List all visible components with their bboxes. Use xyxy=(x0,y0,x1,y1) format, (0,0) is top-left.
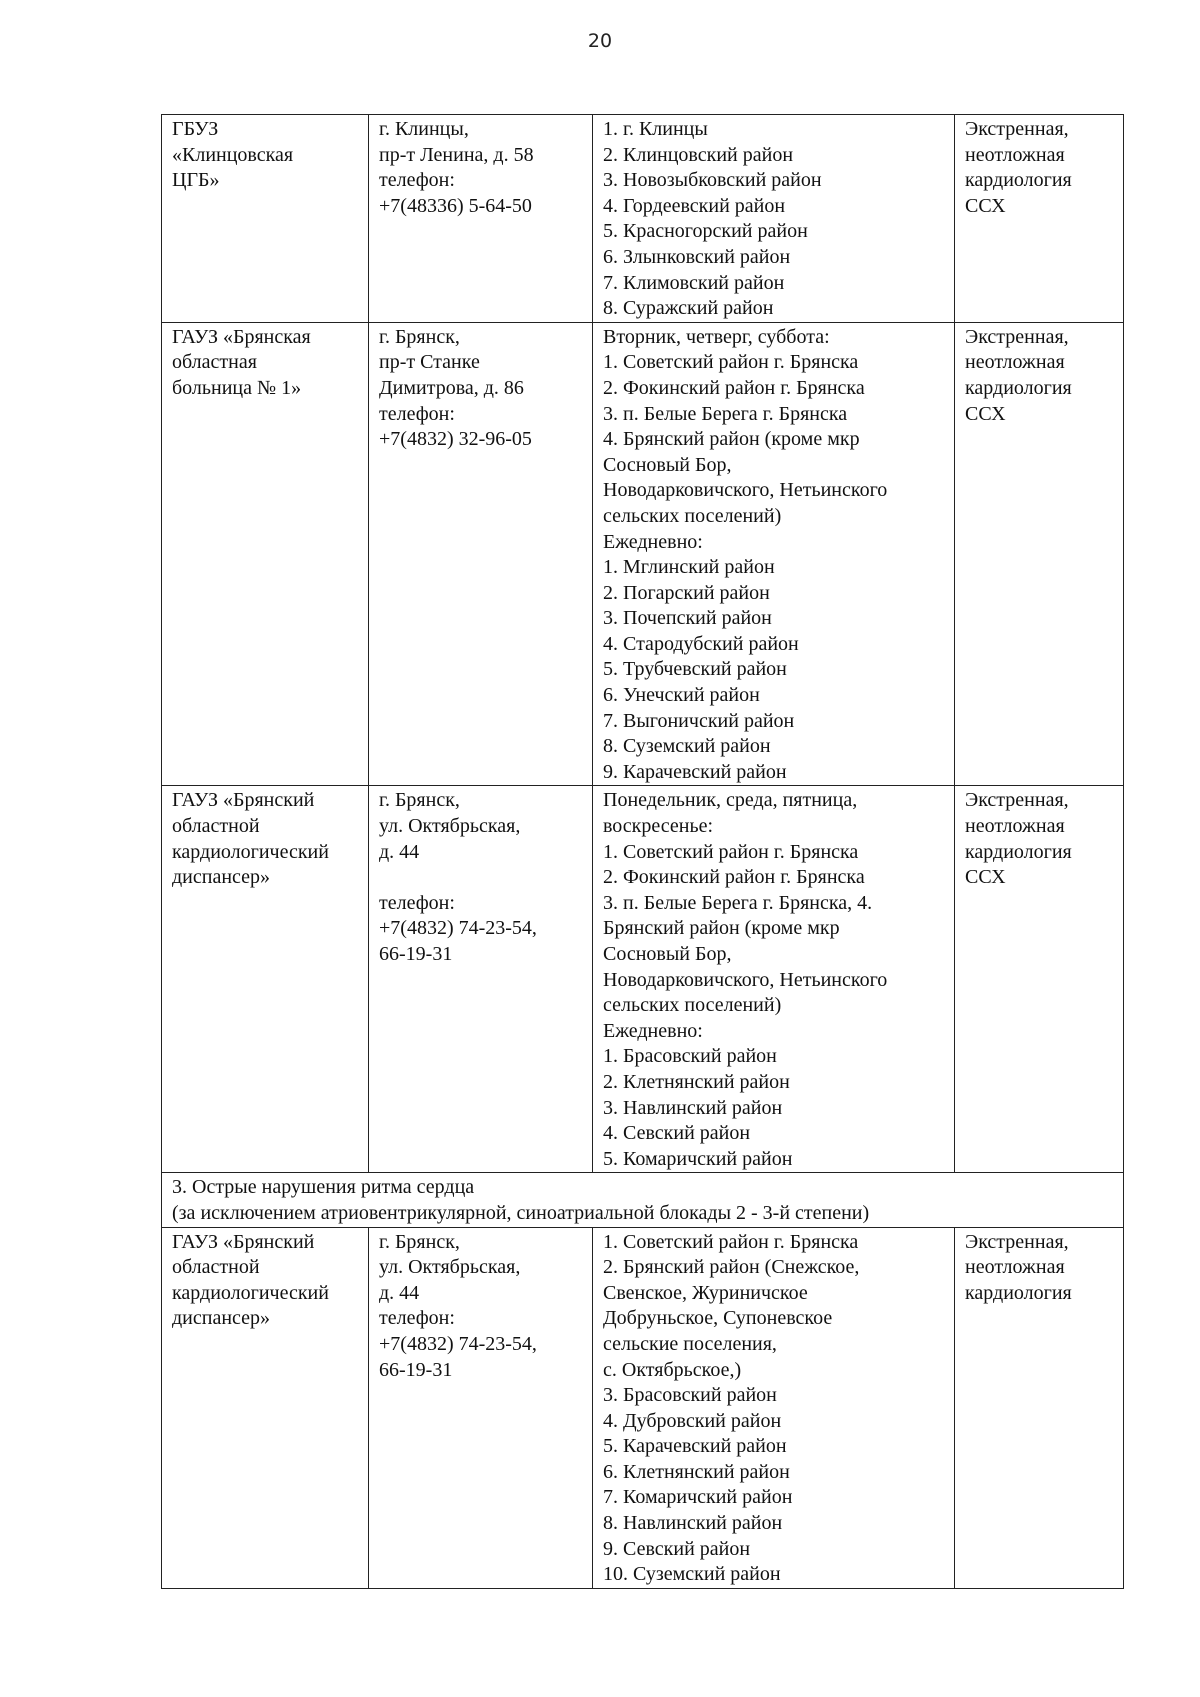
cell-line: областной xyxy=(172,1256,260,1279)
table-row xyxy=(162,1227,1124,1588)
care-type-cell xyxy=(955,1227,1124,1588)
cell-line: 2. Клетнянский район xyxy=(603,1070,790,1093)
cell-line: кардиология xyxy=(965,169,1072,192)
cell-line: 2. Фокинский район г. Брянска xyxy=(603,866,865,889)
cell-line: г. Клинцы, xyxy=(379,118,469,140)
cell-line: 3. Почепский район xyxy=(603,607,772,630)
cell-line: 3. Новозыбковский район xyxy=(603,169,822,192)
address-cell xyxy=(369,322,593,786)
address-cell xyxy=(369,1227,593,1588)
cell-line xyxy=(379,865,586,891)
cell-line: Добруньское, Супоневское xyxy=(603,1307,833,1330)
cell-line: 8. Суземский район xyxy=(603,735,771,758)
cell-line: 4. Севский район xyxy=(603,1122,751,1145)
cell-line: неотложная xyxy=(965,143,1065,166)
section-heading xyxy=(162,1173,1124,1227)
cell-line: 8. Навлинский район xyxy=(603,1512,783,1535)
cell-line: 4. Брянский район (кроме мкр xyxy=(603,428,860,451)
cell-line: Новодарковичского, Нетьинского xyxy=(603,968,888,991)
cell-line: +7(4832) 74-23-54, xyxy=(379,917,537,940)
address-cell xyxy=(369,115,593,323)
cell-line: Экстренная, xyxy=(965,789,1069,812)
cell-line: 6. Унечский район xyxy=(603,684,760,707)
care-type-cell xyxy=(955,786,1124,1173)
cell-line: 5. Карачевский район xyxy=(603,1435,787,1458)
cell-line: телефон: xyxy=(379,169,455,192)
cell-line: ГАУЗ «Брянский xyxy=(172,1230,315,1253)
cell-line: +7(4832) 32-96-05 xyxy=(379,428,532,451)
table-row xyxy=(162,115,1124,323)
cell-line: +7(48336) 5-64-50 xyxy=(379,194,532,217)
cell-line: телефон: xyxy=(379,1307,455,1330)
cell-line: 1. Мглинский район xyxy=(603,556,775,579)
cell-line: д. 44 xyxy=(379,840,420,863)
cell-line: 5. Красногорский район xyxy=(603,220,808,243)
cell-line: диспансер» xyxy=(172,1307,271,1330)
routing-table xyxy=(161,114,1124,1589)
cell-line: ул. Октябрьская, xyxy=(379,1256,521,1279)
cell-line: 1. Брасовский район xyxy=(603,1045,777,1068)
cell-line: телефон: xyxy=(379,891,455,914)
cell-line: с. Октябрьское,) xyxy=(603,1358,742,1381)
cell-line: кардиологический xyxy=(172,1281,329,1304)
cell-line: сельских поселений) xyxy=(603,994,782,1017)
cell-line: Сосновый Бор, xyxy=(603,943,732,965)
care-type-cell xyxy=(955,322,1124,786)
cell-line: областной xyxy=(172,815,260,838)
cell-line: 2. Клинцовский район xyxy=(603,143,794,166)
cell-line: 3. Навлинский район xyxy=(603,1096,783,1119)
cell-line: Сосновый Бор, xyxy=(603,453,732,476)
service-areas-cell xyxy=(593,322,955,786)
cell-line: 66-19-31 xyxy=(379,943,453,965)
cell-line: 2. Фокинский район г. Брянска xyxy=(603,376,865,399)
service-areas-cell xyxy=(593,1227,955,1588)
cell-line: 7. Климовский район xyxy=(603,271,785,294)
cell-line: 7. Комаричский район xyxy=(603,1486,793,1509)
section-heading-line: (за исключением атриовентрикулярной, синоатриальной блокады 2 - 3-й степени) xyxy=(172,1201,870,1224)
cell-line: воскресенье: xyxy=(603,815,714,838)
cell-line: Вторник, четверг, суббота: xyxy=(603,325,830,348)
cell-line: кардиологический xyxy=(172,840,329,863)
cell-line: 1. г. Клинцы xyxy=(603,118,708,140)
cell-line: 6. Клетнянский район xyxy=(603,1460,790,1483)
section-heading-row xyxy=(162,1173,1124,1227)
cell-line: 9. Севский район xyxy=(603,1537,751,1560)
cell-line: г. Брянск, xyxy=(379,325,460,348)
cell-line: 1. Советский район г. Брянска xyxy=(603,1230,859,1253)
cell-line: Экстренная, xyxy=(965,1230,1069,1253)
cell-line: 3. п. Белые Берега г. Брянска, 4. xyxy=(603,891,873,914)
cell-line: сельские поселения, xyxy=(603,1332,777,1355)
cell-line: пр-т Станке xyxy=(379,351,480,374)
service-areas-cell xyxy=(593,115,955,323)
cell-line: Экстренная, xyxy=(965,325,1069,348)
cell-line: 1. Советский район г. Брянска xyxy=(603,840,859,863)
cell-line: ССХ xyxy=(965,194,1006,217)
cell-line: 2. Брянский район (Снежское, xyxy=(603,1256,860,1279)
cell-line: неотложная xyxy=(965,1256,1065,1279)
cell-line: 1. Советский район г. Брянска xyxy=(603,351,859,374)
cell-line: диспансер» xyxy=(172,866,271,889)
cell-line: г. Брянск, xyxy=(379,789,460,812)
cell-line: 7. Выгоничский район xyxy=(603,709,795,732)
organization-cell xyxy=(162,786,369,1173)
cell-line: 4. Стародубский район xyxy=(603,632,799,655)
table-row xyxy=(162,322,1124,786)
cell-line: 3. Брасовский район xyxy=(603,1384,777,1407)
cell-line: Свенское, Журиничское xyxy=(603,1281,808,1304)
cell-line: д. 44 xyxy=(379,1281,420,1304)
cell-line: кардиология xyxy=(965,1281,1072,1304)
cell-line: Понедельник, среда, пятница, xyxy=(603,789,858,812)
cell-line: Димитрова, д. 86 xyxy=(379,376,524,399)
cell-line: больница № 1» xyxy=(172,376,302,399)
cell-line: ЦГБ» xyxy=(172,169,220,192)
cell-line: неотложная xyxy=(965,351,1065,374)
organization-cell xyxy=(162,322,369,786)
cell-line: пр-т Ленина, д. 58 xyxy=(379,143,534,166)
cell-line: г. Брянск, xyxy=(379,1230,460,1253)
cell-line: Брянский район (кроме мкр xyxy=(603,917,840,940)
cell-line: 8. Суражский район xyxy=(603,297,774,320)
cell-line: 66-19-31 xyxy=(379,1358,453,1381)
cell-line: «Клинцовская xyxy=(172,143,294,166)
cell-line: ССХ xyxy=(965,402,1006,425)
service-areas-cell xyxy=(593,786,955,1173)
cell-line: ул. Октябрьская, xyxy=(379,815,521,838)
cell-line: 3. п. Белые Берега г. Брянска xyxy=(603,402,848,425)
cell-line: Ежедневно: xyxy=(603,530,703,553)
cell-line: 2. Погарский район xyxy=(603,581,770,604)
cell-line: кардиология xyxy=(965,840,1072,863)
organization-cell xyxy=(162,115,369,323)
cell-line: Новодарковичского, Нетьинского xyxy=(603,479,888,502)
address-cell xyxy=(369,786,593,1173)
cell-line: ГАУЗ «Брянская xyxy=(172,325,311,348)
cell-line: 10. Суземский район xyxy=(603,1563,781,1586)
organization-cell xyxy=(162,1227,369,1588)
cell-line: телефон: xyxy=(379,402,455,425)
cell-line: Ежедневно: xyxy=(603,1019,703,1042)
care-type-cell xyxy=(955,115,1124,323)
page-number: 20 xyxy=(587,30,613,52)
section-heading-line: 3. Острые нарушения ритма сердца xyxy=(172,1176,475,1199)
cell-line: ГАУЗ «Брянский xyxy=(172,789,315,812)
cell-line: сельских поселений) xyxy=(603,504,782,527)
cell-line: 4. Гордеевский район xyxy=(603,194,786,217)
cell-line: неотложная xyxy=(965,815,1065,838)
cell-line: 5. Трубчевский район xyxy=(603,658,787,681)
cell-line: +7(4832) 74-23-54, xyxy=(379,1332,537,1355)
cell-line: 6. Злынковский район xyxy=(603,245,791,268)
cell-line: кардиология xyxy=(965,376,1072,399)
cell-line: ССХ xyxy=(965,866,1006,889)
table-row xyxy=(162,786,1124,1173)
cell-line: Экстренная, xyxy=(965,118,1069,140)
cell-line: 4. Дубровский район xyxy=(603,1409,782,1432)
cell-line: ГБУЗ xyxy=(172,118,219,140)
cell-line: 5. Комаричский район xyxy=(603,1147,793,1170)
cell-line: областная xyxy=(172,351,257,374)
cell-line: 9. Карачевский район xyxy=(603,760,787,783)
